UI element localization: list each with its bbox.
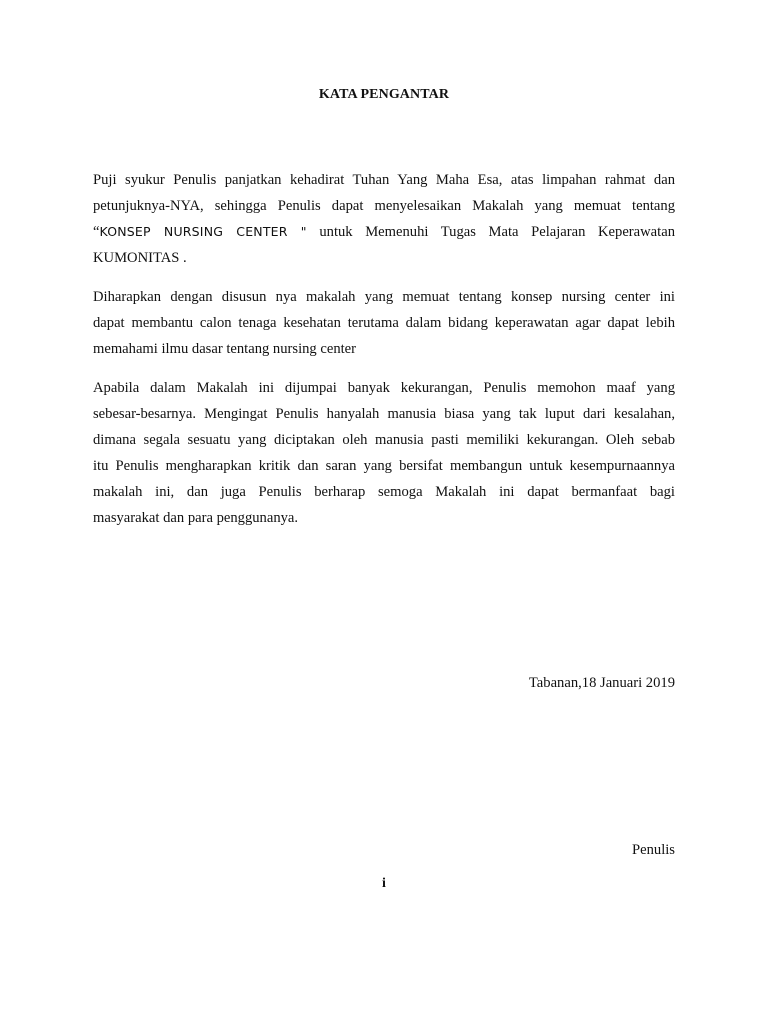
paragraph-line: Apabila dalam Makalah ini dijumpai banyak kekurangan, Penulis memohon maaf yang xyxy=(93,380,675,396)
paragraph-line: dapat membantu calon tenaga kesehatan terutama dalam bidang keperawatan agar dapat lebih xyxy=(93,315,675,331)
open-quote: “ xyxy=(93,224,100,240)
page-number: i xyxy=(382,876,386,891)
page-title: KATA PENGANTAR xyxy=(318,87,450,102)
paragraph-line: Puji syukur Penulis panjatkan kehadirat Tuhan Yang Maha Esa, atas limpahan rahmat dan xyxy=(93,172,675,188)
paragraph-line: dimana segala sesuatu yang diciptakan oleh manusia pasti memiliki kekurangan. Oleh sebab xyxy=(93,432,675,448)
paragraph-line: memahami ilmu dasar tentang nursing center xyxy=(93,341,357,357)
paragraph-purpose xyxy=(93,284,675,362)
paragraph-intro xyxy=(93,167,675,271)
signature-author: Penulis xyxy=(632,842,675,858)
paragraph-apology xyxy=(93,375,675,531)
paragraph-line: masyarakat dan para penggunanya. xyxy=(93,510,299,526)
paragraph-line: petunjuknya-NYA, sehingga Penulis dapat menyelesaikan Makalah yang memuat tentang xyxy=(93,198,675,214)
paragraph-line: sebesar-besarnya. Mengingat Penulis hanyalah manusia biasa yang tak luput dari kesalahan, xyxy=(93,406,675,422)
paragraph-line xyxy=(93,219,675,245)
paragraph-line: Diharapkan dengan disusun nya makalah yang memuat tentang konsep nursing center ini xyxy=(93,289,675,305)
paragraph-line: KUMONITAS . xyxy=(93,250,187,266)
paragraph-line: makalah ini, dan juga Penulis berharap semoga Makalah ini dapat bermanfaat bagi xyxy=(93,484,675,500)
place-date: Tabanan,18 Januari 2019 xyxy=(528,675,675,691)
topic-title: KONSEP NURSING CENTER " xyxy=(99,224,307,239)
paragraph-line: itu Penulis mengharapkan kritik dan saran yang bersifat membangun untuk kesempurnaannya xyxy=(93,458,675,474)
paragraph-line-rest: untuk Memenuhi Tugas Mata Pelajaran Keperawatan xyxy=(319,224,675,240)
